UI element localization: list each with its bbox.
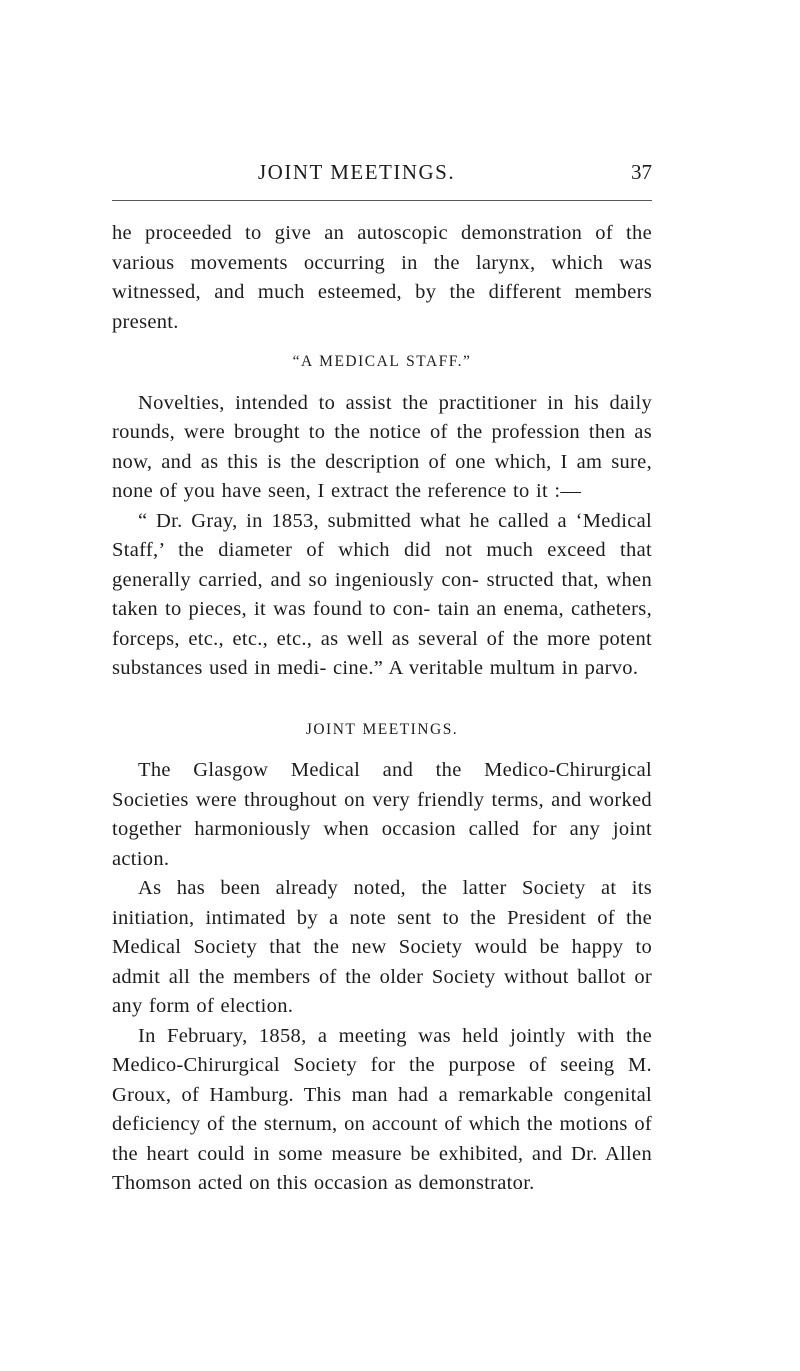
section-heading-joint-meetings: JOINT MEETINGS. [305, 720, 459, 738]
paragraph-novelties: Novelties, intended to assist the practitioner in his daily rounds, were brought to the notice of the profession then as now, and as this is the description of one which, I am sure, none of you have seen, I extract the reference to it :— [112, 391, 652, 502]
paragraph-continued: he proceeded to give an autoscopic demonstration of the various movements occurring in the larynx, which was witnessed, and much esteemed, by the different members present. [112, 222, 652, 333]
page-body [112, 219, 652, 1199]
paragraph-society-initiation: As has been already noted, the latter Society at its initiation, intimated by a note sent to the President of the Medical Society that the new Society would be happy to admit all the members of the older Society without ballot or any form of election. [112, 877, 652, 1017]
running-head [112, 160, 652, 190]
paragraph-glasgow-societies: The Glasgow Medical and the Medico-Chirurgical Societies were throughout on very friendly terms, and worked together harmoniously when occasion called for any joint action. [112, 759, 652, 870]
section-heading-medical-staff: “A MEDICAL STAFF.” [292, 353, 472, 370]
paragraph-february-1858: In February, 1858, a meeting was held jointly with the Medico-Chirurgical Society for the purpose of seeing M. Groux, of Hamburg. This man had a remarkable congenital deficiency of the sternum, on account of which the motions of the heart could in some measure be exhibited, and Dr. Allen Thomson acted on this occasion as demonstrator. [112, 1024, 652, 1194]
quoted-paragraph-dr-gray: “ Dr. Gray, in 1853, submitted what he called a ‘Medical Staff,’ the diameter of which did not much exceed that generally carried, and so ingeniously con- structed that, when taken to pieces, it was found to con- tain an enema, catheters, forceps, etc., etc., etc., as well as several of the more potent substances used in medi- cine.” A veritable multum in parvo. [112, 509, 652, 679]
header-rule [112, 200, 652, 201]
running-title: JOINT MEETINGS. [258, 160, 456, 184]
page-number: 37 [631, 160, 652, 184]
